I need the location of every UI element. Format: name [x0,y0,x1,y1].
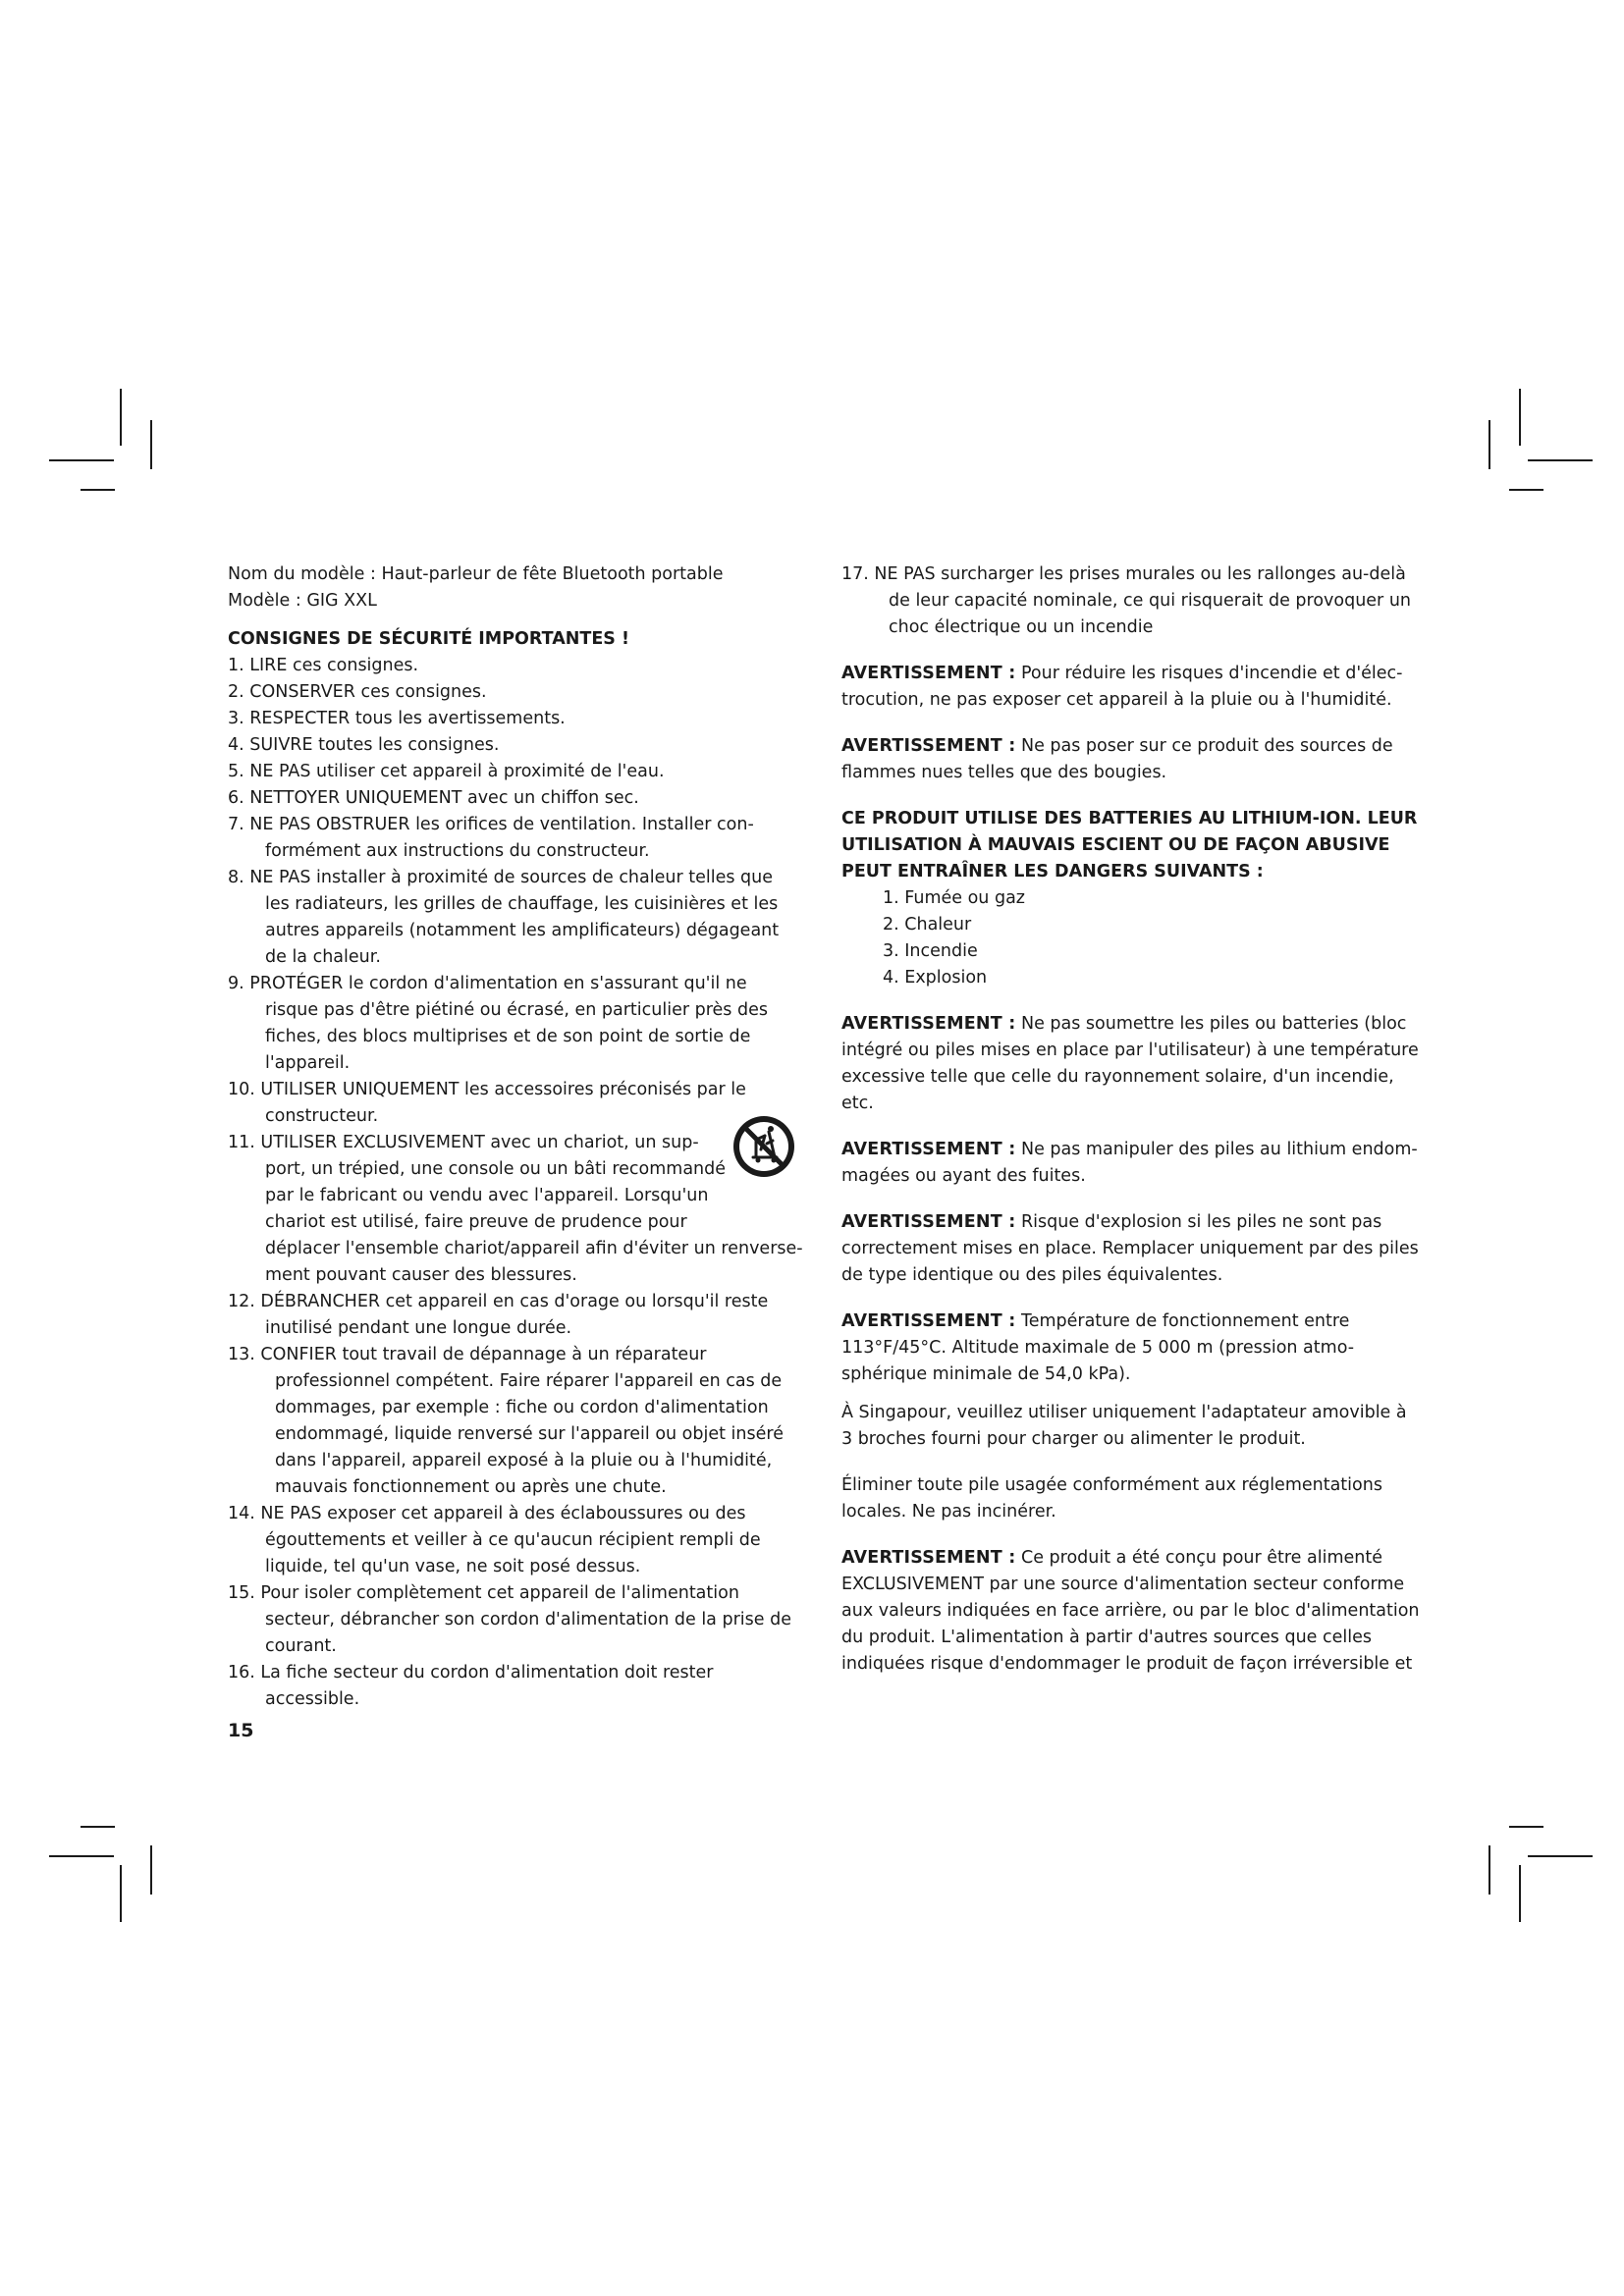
crop-mark [150,420,152,469]
crop-mark [1519,389,1521,446]
crop-mark [1519,1865,1521,1922]
list-item: 9. PROTÉGER le cordon d'alimentation en s'assurant qu'il ne risque pas d'être piétiné ou écrasé, en particulier près des fiches, des blocs multiprises et de son point de sortie de l'appareil. [228,974,768,1073]
crop-mark [1489,1845,1490,1895]
lithium-heading: CE PRODUIT UTILISE DES BATTERIES AU LITHIUM-ION. LEUR UTILISATION À MAUVAIS ESCIENT OU DE FAÇON ABUSIVE PEUT ENTRAÎNER LES DANGERS SUIVANTS : [841,809,1418,881]
crop-mark [49,459,114,461]
list-item: 1. LIRE ces consignes. [228,656,419,675]
list-item: 2. CONSERVER ces consignes. [228,682,487,702]
list-item: 10. UTILISER UNIQUEMENT les accessoires préconisés par le constructeur. [228,1080,746,1126]
crop-mark [150,1845,152,1895]
list-item: 4. Explosion [883,968,988,988]
crop-mark [81,489,115,491]
list-item: 2. Chaleur [883,915,972,934]
crop-mark [49,1855,114,1857]
crop-mark [1509,1826,1543,1828]
right-column [841,561,1421,1678]
warning-fire-moisture: AVERTISSEMENT : Pour réduire les risques d'incendie et d'élec- trocution, ne pas exposer cet appareil à la pluie ou à l'humidité. [841,664,1403,710]
list-item: 3. RESPECTER tous les avertissements. [228,709,566,728]
list-item: 5. NE PAS utiliser cet appareil à proximité de l'eau. [228,762,665,781]
list-item: 13. CONFIER tout travail de dépannage à un réparateur professionnel compétent. Faire réparer l'appareil en cas de dommages, par exemple : fiche ou cordon d'alimentation endommagé, liquide renversé sur l'appareil ou objet inséré dans l'appareil, appareil exposé à la pluie ou à l'humidité, mauvais fonctionnement ou après une chute. [228,1345,784,1497]
warning-open-flames: AVERTISSEMENT : Ne pas poser sur ce produit des sources de flammes nues telles que des bougies. [841,736,1393,782]
list-item: 3. Incendie [883,941,978,961]
model-number: Modèle : GIG XXL [228,591,377,611]
list-item: 1. Fumée ou gaz [883,888,1025,908]
safety-heading: CONSIGNES DE SÉCURITÉ IMPORTANTES ! [228,629,629,649]
warning-damaged-batteries: AVERTISSEMENT : Ne pas manipuler des piles au lithium endom- magées ou ayant des fuites. [841,1140,1418,1186]
crop-mark [120,1865,122,1922]
crop-mark [81,1826,115,1828]
list-item: 11. UTILISER EXCLUSIVEMENT avec un chariot, un sup- port, un trépied, une console ou un bâti recommandé par le fabricant ou vendu avec l'appareil. Lorsqu'un chariot est utilisé, faire preuve de prudence pour déplacer l'ensemble chariot/appareil afin d'éviter un renverse- ment pouvant causer des blessures. [228,1133,803,1285]
list-item: 15. Pour isoler complètement cet appareil de l'alimentation secteur, débrancher son cordon d'alimentation de la prise de courant. [228,1583,791,1656]
warning-temperature: AVERTISSEMENT : Température de fonctionnement entre 113°F/45°C. Altitude maximale de 5 000 m (pression atmo- sphérique minimale de 54,0 kPa). [841,1311,1355,1384]
dangers-list [841,885,1421,991]
warning-heat: AVERTISSEMENT : Ne pas soumettre les piles ou batteries (bloc intégré ou piles mises en place par l'utilisateur) à une température excessive telle que celle du rayonnement solaire, d'un incendie, etc. [841,1014,1419,1113]
crop-mark [1489,420,1490,469]
warning-explosion: AVERTISSEMENT : Risque d'explosion si les piles ne sont pas correctement mises en place. Remplacer uniquement par des piles de type identique ou des piles équivalentes. [841,1212,1419,1285]
list-item: 12. DÉBRANCHER cet appareil en cas d'orage ou lorsqu'il reste inutilisé pendant une longue durée. [228,1292,769,1338]
list-item: 14. NE PAS exposer cet appareil à des éclaboussures ou des égouttements et veiller à ce qu'aucun récipient rempli de liquide, tel qu'un vase, ne soit posé dessus. [228,1504,761,1576]
crop-mark [1528,459,1593,461]
safety-list [228,653,807,1713]
crop-mark [120,389,122,446]
list-item: 4. SUIVRE toutes les consignes. [228,735,500,755]
singapore-note: À Singapour, veuillez utiliser uniquement l'adaptateur amovible à 3 broches fourni pour charger ou alimenter le produit. [841,1403,1407,1449]
page-number: 15 [228,1720,254,1741]
model-name: Nom du modèle : Haut-parleur de fête Bluetooth portable [228,564,724,584]
list-item: 8. NE PAS installer à proximité de sources de chaleur telles que les radiateurs, les grilles de chauffage, les cuisinières et les autres appareils (notamment les amplificateurs) dégageant de la chaleur. [228,868,780,967]
list-item: 7. NE PAS OBSTRUER les orifices de ventilation. Installer con- formément aux instructions du constructeur. [228,815,754,861]
warning-power-source: AVERTISSEMENT : Ce produit a été conçu pour être alimenté EXCLUSIVEMENT par une source d'alimentation secteur conforme aux valeurs indiquées en face arrière, ou par le bloc d'alimentation du produit. L'alimentation à partir d'autres sources que celles indiquées risque d'endommager le produit de façon irréversible et [841,1548,1420,1674]
left-column [228,561,807,1713]
list-item: 16. La fiche secteur du cordon d'alimentation doit rester accessible. [228,1663,714,1709]
crop-mark [1509,489,1543,491]
cart-tipover-warning-icon [731,1114,796,1179]
list-item: 6. NETTOYER UNIQUEMENT avec un chiffon sec. [228,788,639,808]
crop-mark [1528,1855,1593,1857]
list-item: 17. NE PAS surcharger les prises murales ou les rallonges au-delà de leur capacité nominale, ce qui risquerait de provoquer un choc électrique ou un incendie [841,564,1411,637]
disposal-note: Éliminer toute pile usagée conformément aux réglementations locales. Ne pas incinérer. [841,1475,1382,1522]
